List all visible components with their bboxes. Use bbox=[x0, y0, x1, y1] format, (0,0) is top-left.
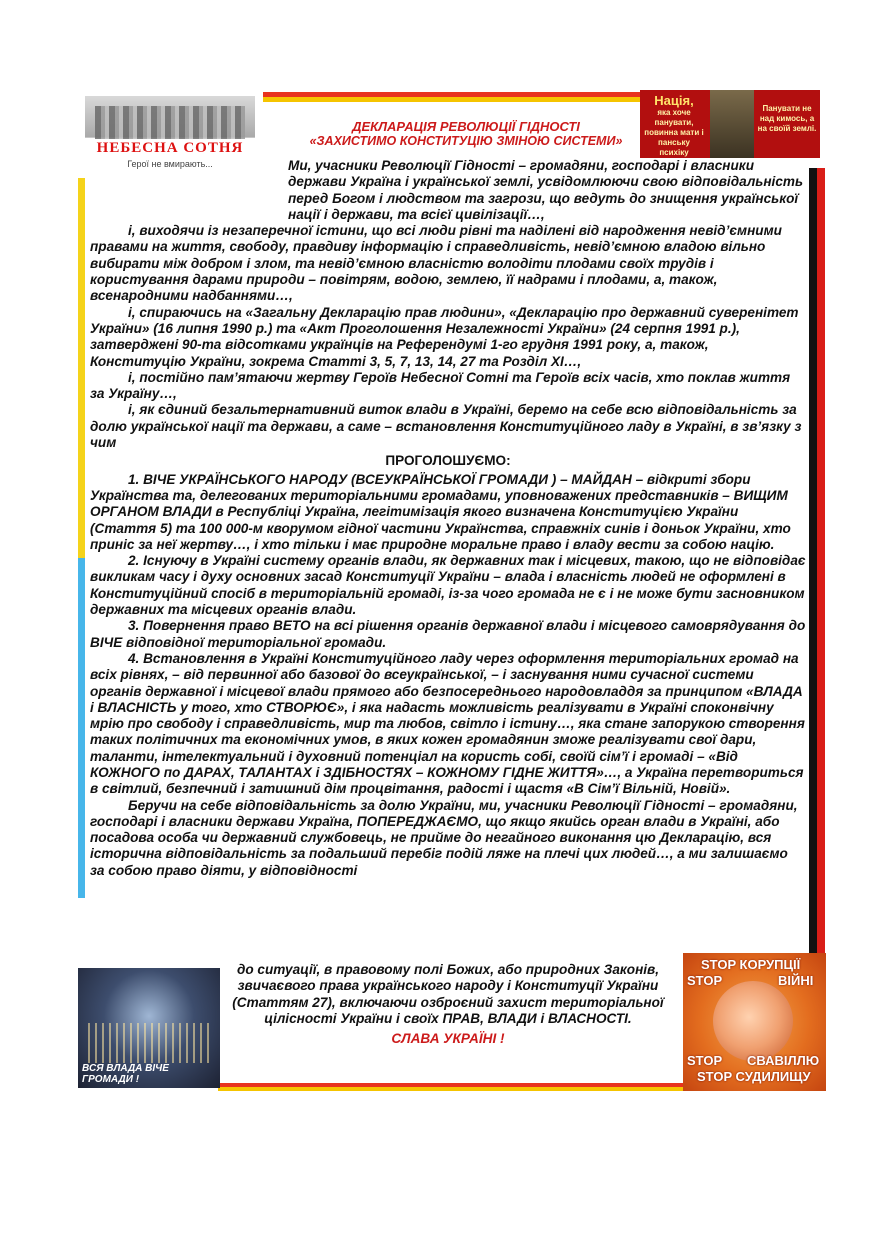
natsiia-big-word: Нація, bbox=[654, 93, 694, 108]
paragraph-responsibility: і, як єдиний безальтернативний виток влади в Україні, беремо на себе всю відповідальність за долю української нації та держави, а саме – встановлення Конституційного ладу в Україні, в зв’язку з чим bbox=[90, 402, 802, 451]
stop-war-label-b: ВІЙНІ bbox=[778, 973, 814, 988]
natsiia-poster-image bbox=[640, 90, 820, 158]
slava-ukraini: СЛАВА УКРАЇНІ ! bbox=[391, 1031, 505, 1047]
stop-trial-label: STOP СУДИЛИЩУ bbox=[697, 1069, 811, 1084]
paragraph-heroes: і, постійно пам’ятаючи жертву Героїв Небесної Сотні та Героїв всіх часів, хто поклав життя за Україну…, bbox=[90, 369, 791, 402]
stop-corruption-poster bbox=[683, 953, 826, 1091]
item-4: 4. Встановлення в Україні Конституційного ладу через оформлення територіальних громад на всіх рівнях, – від первинної або базової до всеукраїнської, – і заснування ними сучасної системи органів державної і місцевої влади прямого або безпосереднього народовладдя за принципом «ВЛАДА і ВЛАСНІСТЬ у того, хто СТВОРЮЄ», і яка надасть можливість реалізувати в Україні споконвічну мрію про свободу і справедливість, мир та любов, світло і істину…, яка стане запорукою створення таких політичних та економічних умов, в яких кожен громадянин зможе реалізувати свої дари, таланти, інтелектуальний і духовний потенціал на користь собі, своїй сім’ї і громаді – «Від КОЖНОГО по ДАРАХ, ТАЛАНТАХ і ЗДІБНОСТЯХ – КОЖНОМУ ГІДНЕ ЖИТТЯ»…, а Україна перетвориться в світлий, безпечний і затишний дім процвітання, радості і щастя «В Сім’ї Вільній, Новій». bbox=[90, 650, 805, 797]
soldier-image bbox=[710, 90, 754, 158]
bottom-yellow-stripe bbox=[218, 1087, 688, 1091]
declaration-page bbox=[78, 88, 827, 1093]
declaration-body bbox=[90, 158, 806, 879]
paragraph-intro: Ми, учасники Революції Гідності – громадяни, господарі і власники держави Україна і української землі, усвідомлюючи свою відповідальність перед Богом і людством та загрози, що ведуть до знищення української нації і держави, та всієї цивілізації…, bbox=[288, 158, 804, 222]
stop-arbitrariness-label-a: STOP bbox=[687, 1053, 723, 1068]
sotnia-title: НЕБЕСНА СОТНЯ bbox=[96, 140, 244, 156]
sotnia-subtitle: Герої не вмирають... bbox=[127, 159, 213, 169]
stop-war-label-a: STOP bbox=[687, 973, 723, 988]
stop-corruption-label: STOP КОРУПЦІЇ bbox=[701, 957, 801, 972]
item-3: 3. Повернення право ВЕТО на всі рішення органів державної влади і місцевого самоврядування до ВІЧЕ відповідної територіальної громади. bbox=[90, 618, 806, 650]
stop-arbitrariness-label-b: СВАВІЛЛЮ bbox=[747, 1053, 820, 1068]
natsiia-quote-2: Панувати не над кимось, а на своїй землі. bbox=[757, 104, 817, 133]
right-red-stripe bbox=[817, 168, 825, 958]
document-subtitle: «ЗАХИСТИМО КОНСТИТУЦІЮ ЗМІНОЮ СИСТЕМИ» bbox=[309, 134, 623, 148]
maidan-photo bbox=[78, 968, 220, 1088]
face-image bbox=[713, 981, 793, 1061]
closing-text: до ситуації, в правовому полі Божих, або природних Законів, звичаєвого права українського народу і Конституції України (Статтям 27), включаючи озброєний захист територіальної цілісності України і своїх ПРАВ, ВЛАДИ і ВЛАСНОСТІ. bbox=[232, 962, 664, 1026]
maidan-crowd-lights bbox=[88, 1023, 210, 1063]
maidan-caption: ВСЯ ВЛАДА ВІЧЕ ГРОМАДИ ! bbox=[82, 1063, 169, 1085]
paragraph-warning: Беручи на себе відповідальність за долю України, ми, учасники Революції Гідності – громадяни, господарі і власники держави Україна, ПОПЕРЕДЖАЄМО, що якщо якийсь орган влади в Україні, або посадова особа чи державний службовець, не прийме до негайного виконання цю Декларацію, вся історична відповідальність за подальший перебіг подій ляже на плечі цих людей…, а ми залишаємо за собою право діяти, у відповідності bbox=[90, 797, 798, 878]
closing-block bbox=[218, 962, 678, 1061]
natsiia-quote-text: яка хоче панувати, повинна мати і панську психіку bbox=[644, 108, 704, 157]
item-1: 1. ВІЧЕ УКРАЇНСЬКОГО НАРОДУ (ВСЕУКРАЇНСЬКОЇ ГРОМАДИ ) – МАЙДАН – відкриті збори Українства та, делегованих територіальними громадами, уповноважених представників – ВИЩИМ ОРГАНОМ ВЛАДИ в Республіці Україна, легітимізація якого визначена Конституцією України (Стаття 5) та 100 000-м кворумом гідної частини Українства, справжніх синів і доньок України, хто приніс за неї жертву…, і хто тільки і має природне моральне право і владу вести за собою націю. bbox=[90, 471, 791, 552]
paragraph-documents: і, спираючись на «Загальну Декларацію прав людини», «Декларацію про державний суверенітет України» (16 липня 1990 р.) та «Акт Проголошення Незалежності України» (24 серпня 1991 р.), затверджені 90-та відсотками українців на Референдумі 1-го грудня 1991 року, а, також, Конституцію України, зокрема Статті 3, 5, 7, 13, 14, 27 та Розділ XI…, bbox=[90, 304, 799, 369]
item-2: 2. Існуючу в Україні систему органів влади, як державних так і місцевих, такою, що не відповідає викликам часу і духу основних засад Конституції України – влада і власність людей не оформлені в Конституційний спосіб в територіальній громаді, із-за чого громада не є і не може бути засновником державних та місцевих органів влади. bbox=[90, 553, 806, 618]
document-title: ДЕКЛАРАЦІЯ РЕВОЛЮЦІЇ ГІДНОСТІ bbox=[352, 119, 580, 134]
proclaim-heading: ПРОГОЛОШУЄМО: bbox=[385, 453, 511, 469]
right-black-stripe bbox=[809, 168, 817, 958]
paragraph-truth: і, виходячи із незаперечної істини, що всі люди рівні та наділені від народження невід’ємними правами на життя, свободу, правдиву інформацію і справедливість, невід’ємною владою вільно вибирати між добром і злом, та невід’ємною власністю володіти плодами своїх трудів і користування дарами природи – повітрям, водою, землею, її надрами і плодами, а, також, всенародними надбаннями…, bbox=[90, 223, 782, 304]
left-blue-stripe bbox=[78, 558, 85, 898]
heroes-figures-image bbox=[95, 106, 245, 139]
